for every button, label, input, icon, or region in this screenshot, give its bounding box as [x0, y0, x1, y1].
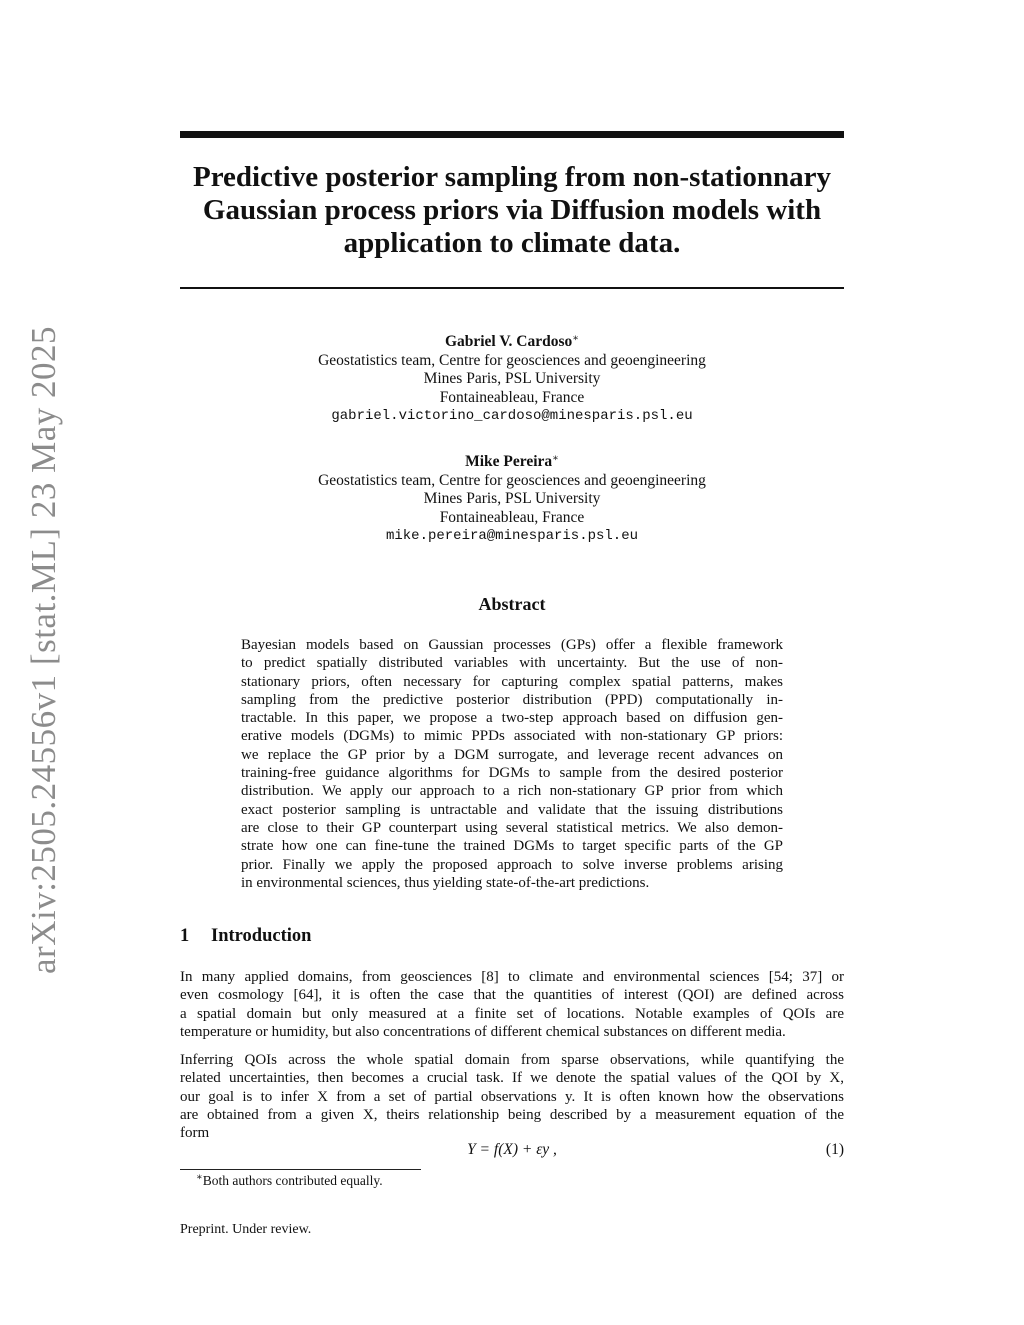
footnote	[196, 1173, 383, 1189]
abstract-line: we replace the GP prior by a DGM surrogate, and leverage recent advances on	[241, 746, 783, 763]
abstract-heading: Abstract	[478, 594, 546, 614]
section-number: 1	[180, 926, 190, 946]
author-location: Fontaineableau, France	[439, 508, 585, 526]
paragraph-line: our goal is to infer X from a set of partial observations y. It is often known how the observations	[180, 1088, 844, 1105]
arxiv-identifier-stamp: arXiv:2505.24556v1 [stat.ML] 23 May 2025	[24, 326, 63, 974]
paragraph-line: form	[180, 1125, 210, 1142]
author-footnote-mark: ∗	[552, 453, 559, 464]
author-institution: Mines Paris, PSL University	[423, 490, 601, 508]
title-line: Gaussian process priors via Diffusion models with	[202, 194, 822, 226]
title-bottom-rule	[180, 287, 844, 289]
abstract-line: exact posterior sampling is untractable and validate that the issuing distributions	[241, 801, 783, 818]
title-top-rule	[180, 131, 844, 138]
equation-expression: Y = f(X) + εy ,	[467, 1141, 557, 1158]
author-affiliation: Geostatistics team, Centre for geosciences and geoengineering	[318, 471, 706, 489]
author-name: Mike Pereira∗	[465, 453, 559, 470]
author-footnote-mark: ∗	[572, 333, 580, 344]
abstract-line: sampling from the predictive posterior distribution (PPD) computationally in-	[241, 691, 783, 708]
paragraph-line: In many applied domains, from geosciences [8] to climate and environmental sciences [54; 37] or	[180, 969, 844, 985]
abstract-line: are close to their GP counterpart using several statistical metrics. We also demon-	[241, 819, 783, 836]
title-line: Predictive posterior sampling from non-stationnary	[193, 161, 831, 193]
author-name: Gabriel V. Cardoso∗	[444, 333, 580, 350]
paragraph-line: a spatial domain but only measured at a finite set of locations. Notable examples of QOIs are	[180, 1005, 844, 1022]
paper-title	[180, 161, 844, 260]
abstract-line: strate how one can fine-tune the trained DGMs to target specific parts of the GP	[241, 838, 783, 855]
author-location: Fontaineableau, France	[439, 388, 585, 406]
abstract-body	[241, 636, 783, 892]
author-block-cardoso	[180, 333, 844, 426]
section-title: Introduction	[211, 926, 312, 946]
paragraph-line: related uncertainties, then becomes a crucial task. If we denote the spatial values of the QOI by X,	[180, 1070, 844, 1087]
abstract-line: training-free guidance algorithms for DGMs to sample from the desired posterior	[241, 765, 783, 782]
abstract-line: stationary priors, often necessary for capturing complex spatial patterns, makes	[241, 673, 783, 690]
abstract-line: erative models (DGMs) to mimic PPDs associated with non-stationary GP priors:	[241, 728, 783, 745]
paragraph-line: even cosmology [64], it is often the case that the quantities of interest (QOI) are defined across	[180, 987, 844, 1004]
preprint-note: Preprint. Under review.	[180, 1222, 312, 1237]
author-email[interactable]: gabriel.victorino_cardoso@minesparis.psl.eu	[331, 408, 693, 425]
abstract-line: Bayesian models based on Gaussian processes (GPs) offer a flexible framework	[241, 637, 783, 653]
author-affiliation: Geostatistics team, Centre for geosciences and geoengineering	[318, 351, 706, 369]
footnote-rule	[180, 1169, 421, 1170]
equation-number: (1)	[825, 1141, 844, 1158]
abstract-line: prior. Finally we apply the proposed approach to solve inverse problems arising	[241, 856, 783, 873]
intro-paragraph-2	[180, 1051, 844, 1142]
author-email[interactable]: mike.pereira@minesparis.psl.eu	[385, 528, 639, 545]
paragraph-line: temperature or humidity, but also concentrations of different chemical substances on different media.	[180, 1023, 786, 1040]
equation-1	[180, 1141, 844, 1161]
abstract-line: tractable. In this paper, we propose a two-step approach based on diffusion gen-	[241, 710, 783, 727]
footnote-text: Both authors contributed equally.	[202, 1173, 383, 1188]
title-line: application to climate data.	[343, 227, 681, 259]
intro-paragraph-1	[180, 968, 844, 1041]
abstract-line: distribution. We apply our approach to a rich non-stationary GP prior from which	[241, 783, 783, 800]
footnote-mark: ∗	[196, 1172, 203, 1183]
paragraph-line: Inferring QOIs across the whole spatial domain from sparse observations, while quantifying the	[180, 1052, 844, 1068]
author-institution: Mines Paris, PSL University	[423, 370, 601, 388]
abstract-line: in environmental sciences, thus yielding state-of-the-art predictions.	[241, 874, 650, 891]
author-block-pereira	[180, 453, 844, 546]
abstract-line: to predict spatially distributed variables with uncertainty. But the use of non-	[241, 655, 783, 672]
section-heading-introduction	[180, 926, 311, 947]
paragraph-line: are obtained from a given X, theirs relationship being described by a measurement equation of the	[180, 1106, 844, 1123]
